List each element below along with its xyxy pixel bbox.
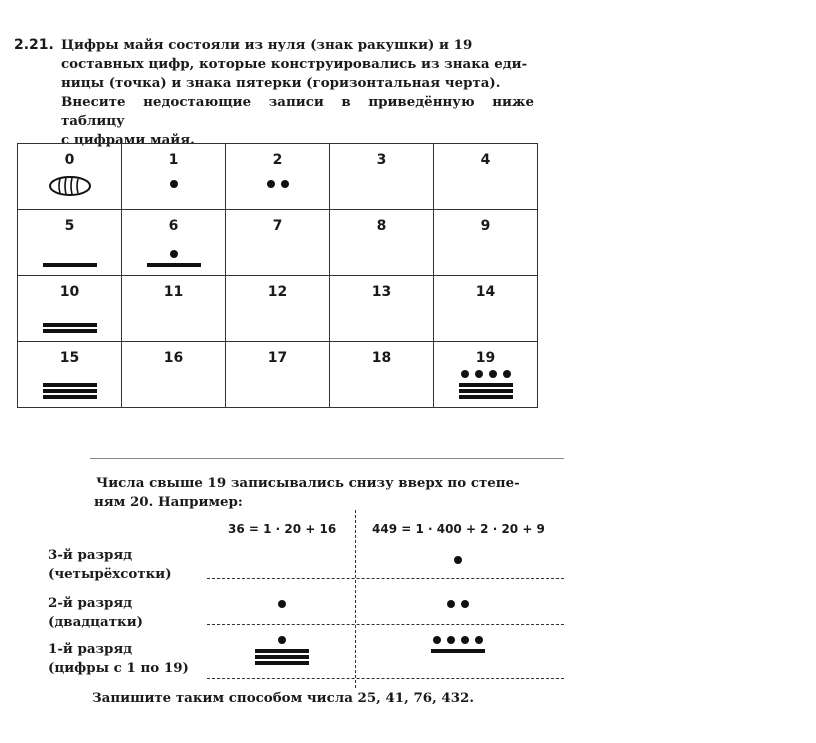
dots-row — [278, 636, 286, 644]
digit-number: 8 — [376, 218, 387, 234]
task-text: Запишите таким способом числа 25, 41, 76, 432. — [92, 690, 475, 706]
digit-cell — [18, 210, 122, 276]
digit-number: 3 — [376, 152, 387, 168]
digit-number: 17 — [267, 350, 288, 366]
digit-number: 16 — [163, 350, 184, 366]
maya-numeral — [267, 180, 289, 191]
glyph-area — [122, 250, 225, 267]
maya-numeral — [48, 175, 92, 197]
digit-cell — [18, 342, 122, 408]
maya-numeral — [459, 370, 513, 399]
digit-number: 10 — [59, 284, 80, 300]
problem-line: Внесите недостающие записи в приведённую ниже таблицу — [61, 94, 534, 129]
maya-numeral — [147, 250, 201, 267]
digit-cell — [434, 144, 538, 210]
bar-five-icon — [43, 263, 97, 267]
bar-five-icon — [431, 649, 485, 653]
dot-one-icon — [447, 600, 455, 608]
dots-row — [461, 370, 511, 378]
digit-number: 15 — [59, 350, 80, 366]
maya-numeral — [431, 636, 485, 653]
table-row — [18, 342, 538, 408]
bar-five-icon — [43, 395, 97, 399]
row-divider — [207, 624, 564, 625]
bar-five-icon — [255, 649, 309, 653]
digit-number: 1 — [168, 152, 179, 168]
maya-numeral — [43, 321, 97, 333]
maya-numeral — [447, 600, 469, 611]
dot-one-icon — [278, 636, 286, 644]
place-title: 2-й разряд — [48, 595, 133, 611]
dot-one-icon — [278, 600, 286, 608]
digit-number: 6 — [168, 218, 179, 234]
digit-cell — [434, 210, 538, 276]
dot-one-icon — [475, 636, 483, 644]
example-2-digit — [443, 600, 473, 611]
place-subtitle: (четырёхсотки) — [48, 566, 172, 582]
digit-number: 0 — [64, 152, 75, 168]
digit-cell — [330, 210, 434, 276]
digit-cell — [434, 342, 538, 408]
table-row — [18, 144, 538, 210]
bar-five-icon — [43, 389, 97, 393]
table-row — [18, 210, 538, 276]
place-1-label — [48, 640, 189, 678]
place-subtitle: (цифры с 1 по 19) — [48, 660, 189, 676]
place-2-label — [48, 594, 143, 632]
digit-cell — [434, 276, 538, 342]
digit-cell — [330, 144, 434, 210]
digit-cell — [122, 342, 226, 408]
digit-cell — [226, 342, 330, 408]
intro-line: ням 20. Например: — [94, 494, 243, 510]
row-divider — [207, 578, 564, 579]
intro-line: Числа свыше 19 записывались снизу вверх по степе- — [96, 475, 520, 491]
dot-one-icon — [461, 636, 469, 644]
dot-one-icon — [447, 636, 455, 644]
bar-five-icon — [459, 395, 513, 399]
digit-cell — [18, 276, 122, 342]
example-2-formula: 449 = 1 · 400 + 2 · 20 + 9 — [372, 522, 545, 536]
dots-row — [454, 556, 462, 564]
bar-five-icon — [459, 383, 513, 387]
problem-number: 2.21. — [14, 37, 54, 53]
bar-five-icon — [43, 383, 97, 387]
problem-line: Цифры майя состояли из нуля (знак ракушки) и 19 — [61, 37, 473, 53]
dot-one-icon — [433, 636, 441, 644]
example-1-formula: 36 = 1 · 20 + 16 — [228, 522, 337, 536]
row-divider — [207, 678, 564, 679]
place-title: 3-й разряд — [48, 547, 133, 563]
problem-line: составных цифр, которые конструировались из знака еди- — [61, 56, 528, 72]
bar-five-icon — [255, 655, 309, 659]
dots-row — [170, 250, 178, 258]
maya-numeral — [255, 636, 309, 665]
digit-number: 5 — [64, 218, 75, 234]
dot-one-icon — [489, 370, 497, 378]
place-3-label — [48, 546, 172, 584]
bar-five-icon — [43, 323, 97, 327]
dots-row — [447, 600, 469, 608]
digit-cell — [226, 144, 330, 210]
dot-one-icon — [475, 370, 483, 378]
glyph-area — [18, 261, 121, 267]
place-subtitle: (двадцатки) — [48, 614, 143, 630]
glyph-area — [18, 175, 121, 197]
section-divider — [90, 458, 564, 459]
digit-number: 12 — [267, 284, 288, 300]
problem-line: ницы (точка) и знака пятерки (горизонтальная черта). — [61, 75, 501, 91]
maya-numeral — [43, 261, 97, 267]
example-2-digit — [431, 636, 485, 653]
bar-five-icon — [43, 329, 97, 333]
digit-number: 13 — [371, 284, 392, 300]
glyph-area — [18, 321, 121, 333]
dots-row — [170, 180, 178, 188]
digit-cell — [122, 276, 226, 342]
dot-one-icon — [281, 180, 289, 188]
digit-number: 18 — [371, 350, 392, 366]
digit-number: 9 — [480, 218, 491, 234]
dot-one-icon — [461, 370, 469, 378]
dot-one-icon — [170, 180, 178, 188]
dots-row — [267, 180, 289, 188]
problem-statement — [14, 36, 534, 150]
glyph-area — [122, 180, 225, 191]
digit-number: 14 — [475, 284, 496, 300]
dot-one-icon — [503, 370, 511, 378]
maya-numeral — [278, 600, 286, 611]
table-row — [18, 276, 538, 342]
digit-cell — [122, 144, 226, 210]
dot-one-icon — [454, 556, 462, 564]
dot-one-icon — [267, 180, 275, 188]
digit-cell — [226, 210, 330, 276]
digit-number: 7 — [272, 218, 283, 234]
digit-cell — [330, 276, 434, 342]
bar-five-icon — [255, 661, 309, 665]
digit-number: 2 — [272, 152, 283, 168]
glyph-area — [18, 381, 121, 399]
column-divider — [355, 510, 356, 688]
problem-text — [61, 36, 534, 150]
example-1-digit — [267, 600, 297, 611]
maya-numeral — [43, 381, 97, 399]
problem-line: с цифрами майя. — [61, 132, 195, 148]
digit-cell — [122, 210, 226, 276]
positional-intro — [96, 474, 564, 512]
maya-numeral — [170, 180, 178, 191]
glyph-area — [434, 370, 537, 399]
digit-cell — [18, 144, 122, 210]
bar-five-icon — [147, 263, 201, 267]
glyph-area — [226, 180, 329, 191]
maya-numeral — [454, 556, 462, 567]
digit-cell — [330, 342, 434, 408]
digit-number: 4 — [480, 152, 491, 168]
dots-row — [278, 600, 286, 608]
digit-cell — [226, 276, 330, 342]
example-1-digit — [255, 636, 309, 665]
digit-number: 11 — [163, 284, 184, 300]
bar-five-icon — [459, 389, 513, 393]
shell-zero-icon — [48, 175, 92, 197]
example-2-digit — [443, 556, 473, 567]
place-title: 1-й разряд — [48, 641, 133, 657]
digit-number: 19 — [475, 350, 496, 366]
dots-row — [433, 636, 483, 644]
dot-one-icon — [170, 250, 178, 258]
dot-one-icon — [461, 600, 469, 608]
maya-digits-table — [17, 143, 538, 408]
